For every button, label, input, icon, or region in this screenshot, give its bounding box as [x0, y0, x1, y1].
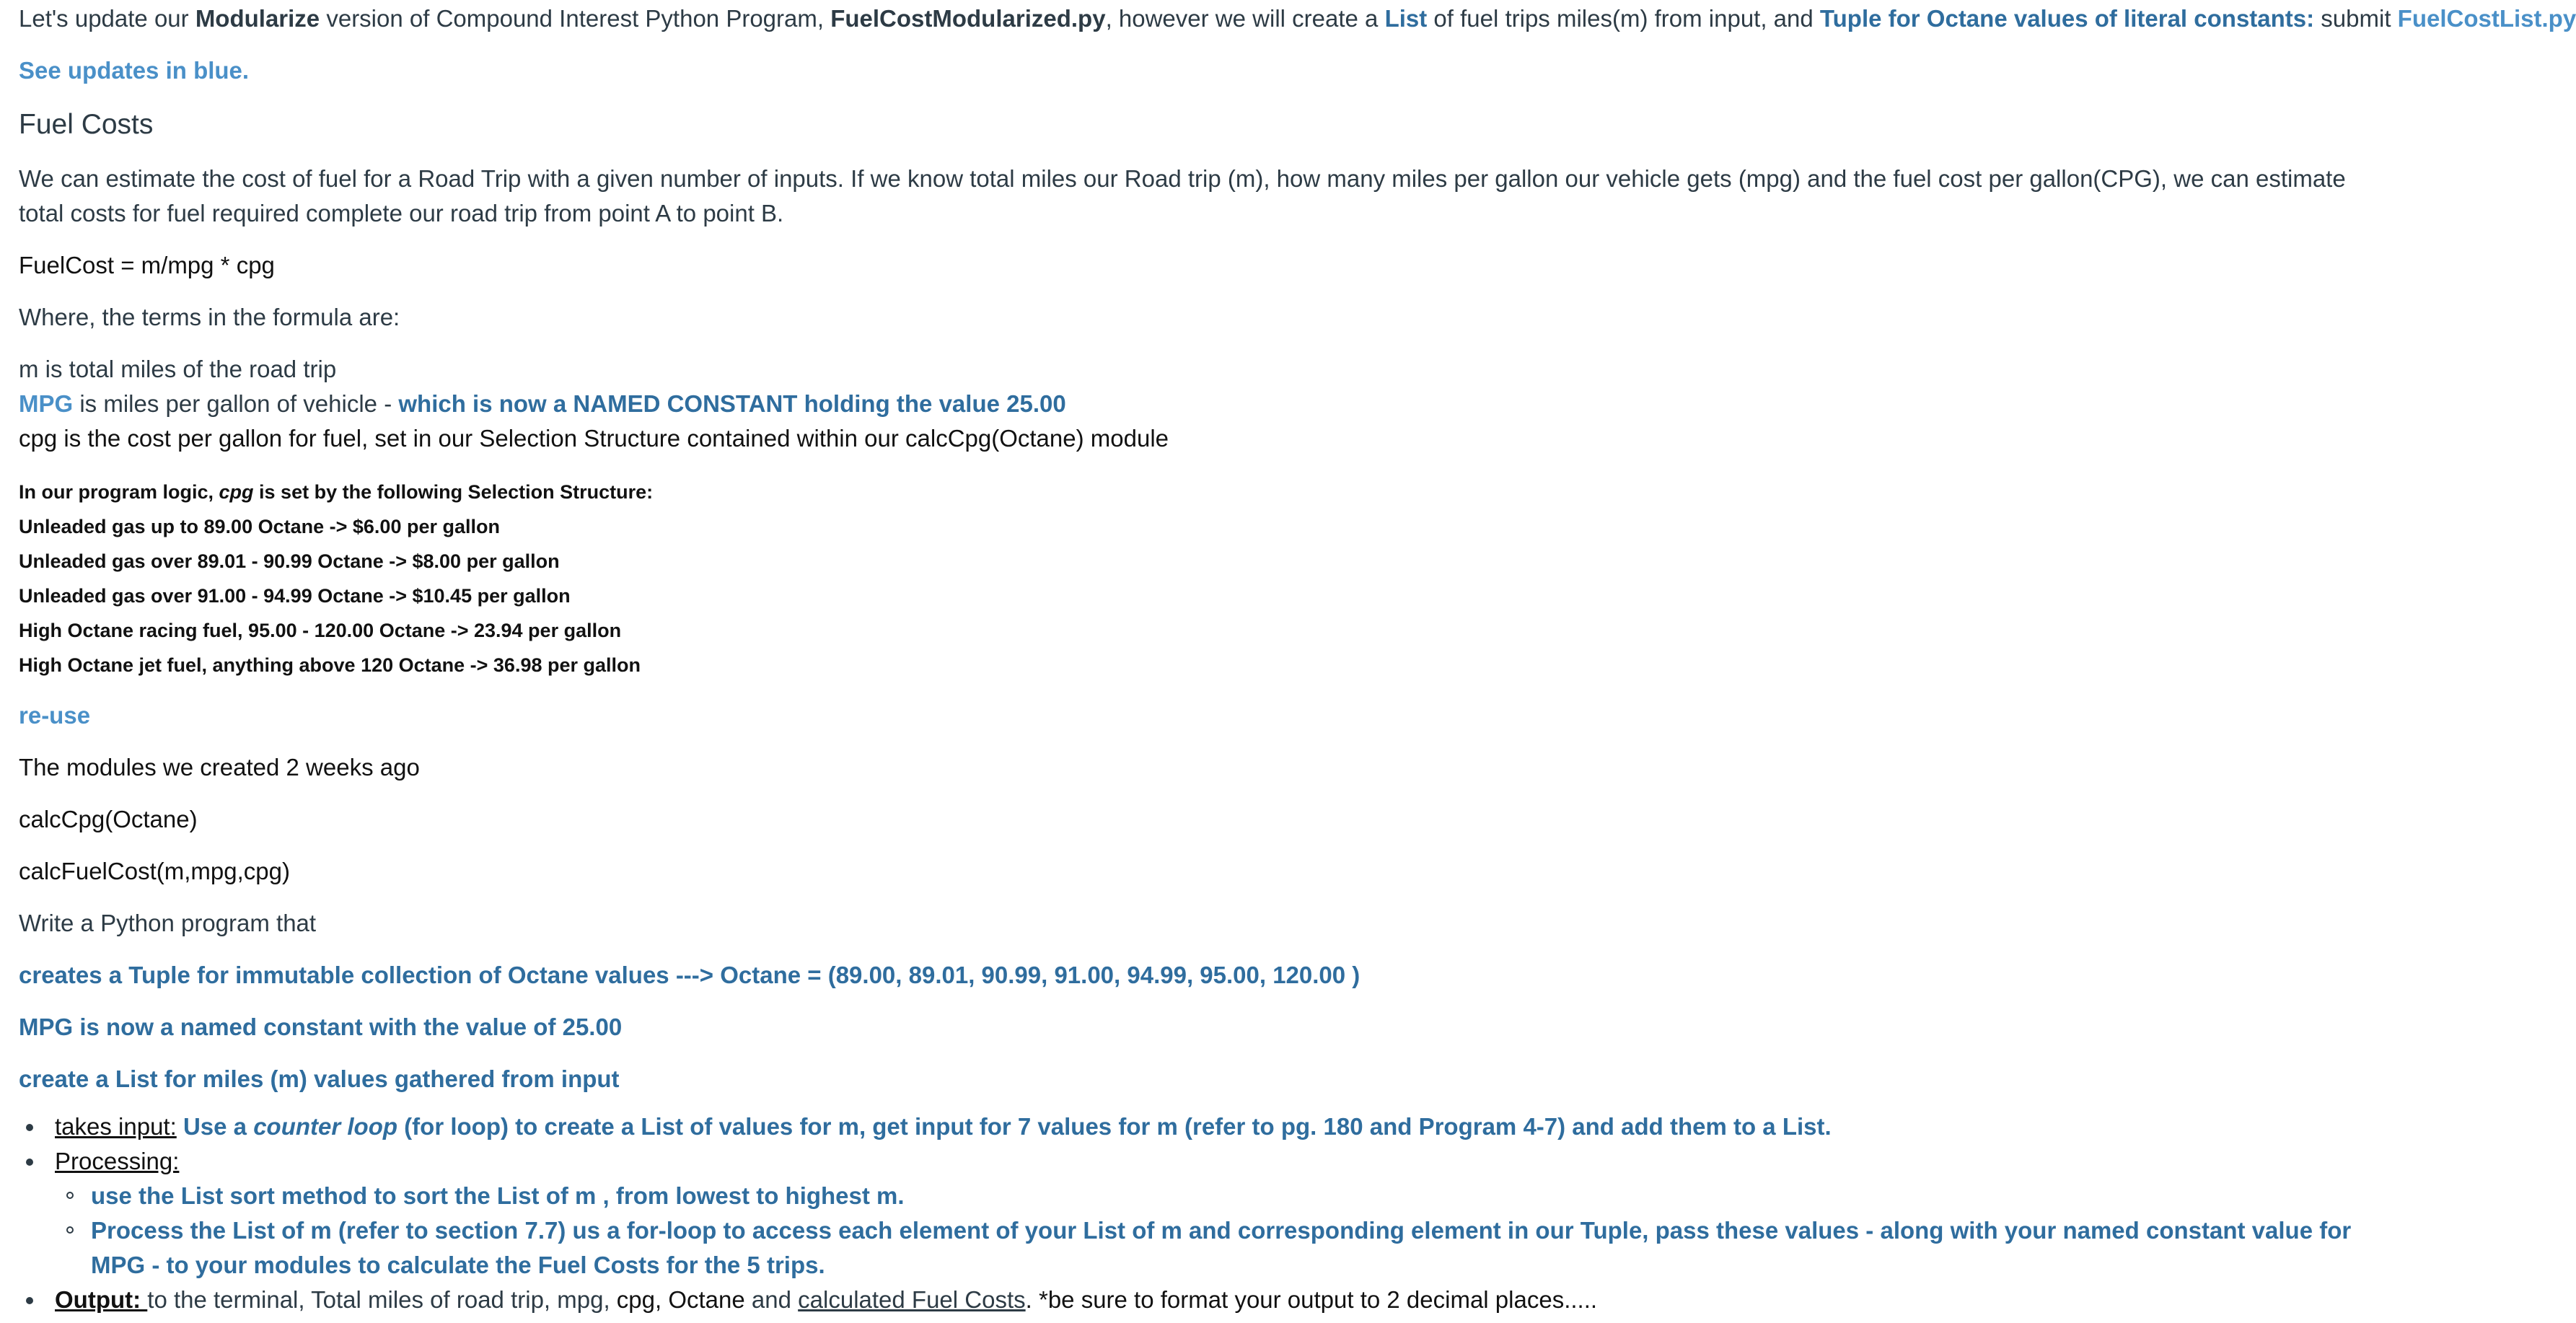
tuple-term: Tuple for Octane values of literal constants: — [1819, 5, 2315, 32]
mpg-constant-note: which is now a NAMED CONSTANT holding the value 25.00 — [398, 390, 1066, 417]
mpg-label: MPG — [19, 390, 74, 417]
calculated-fuel-costs-term: calculated Fuel Costs — [798, 1286, 1026, 1313]
takes-input-text: (for loop) to create a List of values for m, get input for 7 values for m (refer to pg. 180 and Program 4-7) and add them to a List. — [397, 1113, 1832, 1140]
selection-row: Unleaded gas over 89.01 - 90.99 Octane -> $8.00 per gallon — [19, 550, 560, 572]
cpg-term: cpg — [219, 481, 254, 503]
mpg-text: is miles per gallon of vehicle - — [73, 390, 399, 417]
reuse-note: re-use — [19, 702, 91, 729]
processing-step-sort: use the List sort method to sort the List of m , from lowest to highest m. — [91, 1179, 2399, 1213]
description-paragraph: We can estimate the cost of fuel for a Road Trip with a given number of inputs. If we know total miles our Road trip (m), how many miles per gallon our vehicle gets (mpg) and the fuel cost per gallon(CPG), we can estimate total costs for fuel required complete our road trip from point A to point B. — [19, 165, 2346, 227]
selection-row: Unleaded gas over 91.00 - 94.99 Octane -> $10.45 per gallon — [19, 585, 571, 607]
list-item-output — [55, 1283, 2399, 1317]
where-text: Where, the terms in the formula are: — [19, 304, 400, 330]
intro-text: version of Compound Interest Python Program, — [320, 5, 831, 32]
output-text: . *be sure to format your output to 2 decimal places..... — [1025, 1286, 1598, 1313]
see-updates-note: See updates in blue. — [19, 57, 250, 84]
output-text: to the terminal, Total miles of road trip, mpg, — [147, 1286, 617, 1313]
formula: FuelCost = m/mpg * cpg — [19, 252, 275, 278]
submit-filename-link[interactable]: FuelCostList.py — [2397, 5, 2576, 32]
takes-input-label: takes input: — [55, 1113, 177, 1140]
module-calccpg: calcCpg(Octane) — [19, 806, 198, 832]
intro-text: Let's update our — [19, 5, 195, 32]
list-item-processing — [55, 1144, 2399, 1283]
selection-intro-text: In our program logic, — [19, 481, 219, 503]
output-text: cpg, Octane — [616, 1286, 745, 1313]
intro-paragraph — [19, 1, 2576, 36]
mpg-constant-instruction: MPG is now a named constant with the value of 25.00 — [19, 1014, 623, 1040]
list-item-takes-input — [55, 1109, 2399, 1144]
term-m: m is total miles of the road trip — [19, 356, 337, 382]
list-term: List — [1384, 5, 1428, 32]
selection-row: High Octane jet fuel, anything above 120 Octane -> 36.98 per gallon — [19, 654, 641, 676]
write-program-text: Write a Python program that — [19, 910, 317, 936]
list-instruction: create a List for miles (m) values gathered from input — [19, 1065, 620, 1092]
output-text: and — [744, 1286, 799, 1313]
module-calcfuelcost: calcFuelCost(m,mpg,cpg) — [19, 858, 290, 884]
intro-text: submit — [2314, 5, 2398, 32]
takes-input-text: Use a — [176, 1113, 254, 1140]
processing-step-loop: Process the List of m (refer to section 7.7) us a for-loop to access each element of your List of m and corresponding element in our Tuple, pass these values - along with your named constant value for MPG - to your modules to calculate the Fuel Costs for the 5 trips. — [91, 1213, 2399, 1283]
term-mpg — [19, 387, 1066, 421]
intro-text: of fuel trips miles(m) from input, and — [1427, 5, 1820, 32]
selection-row: Unleaded gas up to 89.00 Octane -> $6.00 per gallon — [19, 516, 500, 537]
requirements-list — [19, 1109, 2399, 1317]
tuple-instruction: creates a Tuple for immutable collection of Octane values ---> Octane = (89.00, 89.01, 90.99, 91.00, 94.99, 95.00, 120.00 ) — [19, 962, 1360, 988]
modules-intro: The modules we created 2 weeks ago — [19, 754, 420, 781]
processing-sublist — [55, 1179, 2399, 1283]
counter-loop-term: counter loop — [253, 1113, 398, 1140]
selection-intro-text: is set by the following Selection Structure: — [253, 481, 654, 503]
modularize-term: Modularize — [195, 5, 320, 32]
intro-text: , however we will create a — [1105, 5, 1385, 32]
selection-intro — [19, 478, 653, 506]
output-label: Output: — [55, 1286, 148, 1313]
selection-row: High Octane racing fuel, 95.00 - 120.00 Octane -> 23.94 per gallon — [19, 620, 622, 641]
processing-label: Processing: — [55, 1148, 180, 1174]
term-cpg: cpg is the cost per gallon for fuel, set in our Selection Structure contained within our calcCpg(Octane) module — [19, 425, 1169, 452]
page-heading: Fuel Costs — [19, 109, 154, 140]
modularized-filename: FuelCostModularized.py — [830, 5, 1106, 32]
